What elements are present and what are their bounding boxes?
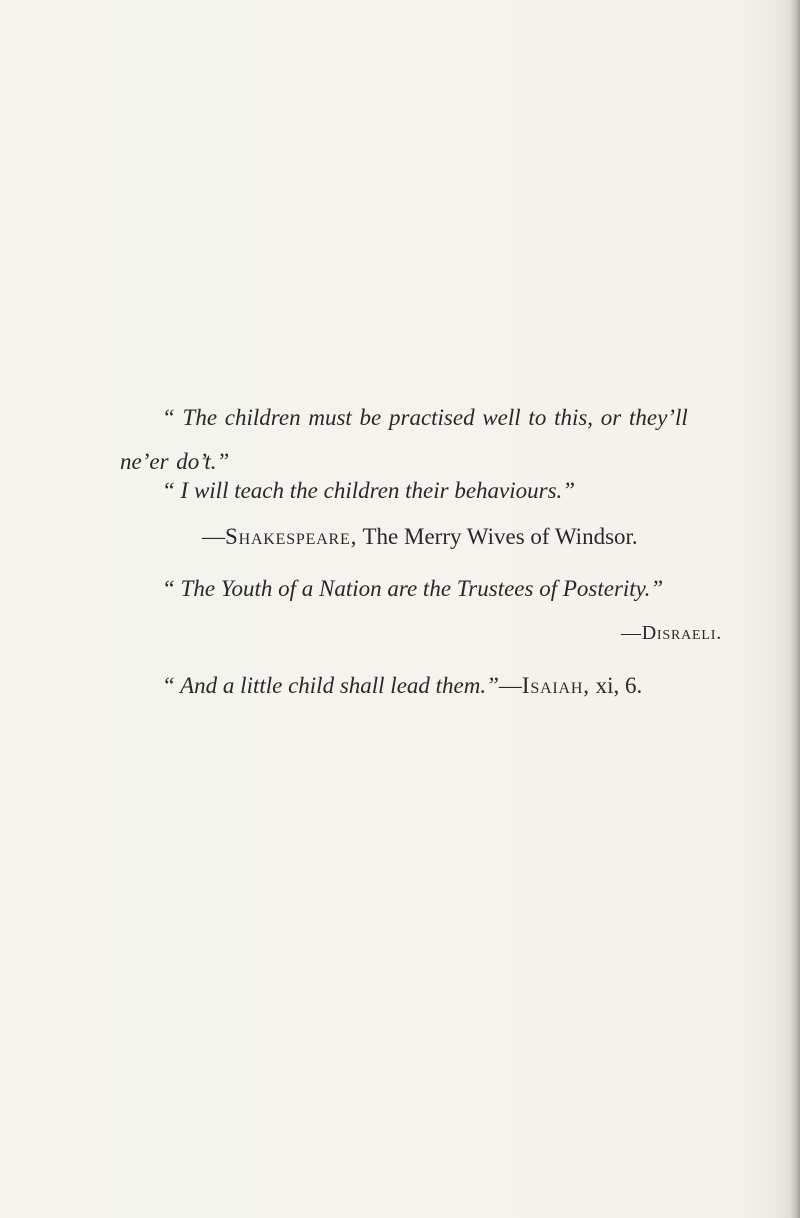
quote-4-text: “ And a little child shall lead them.” bbox=[162, 673, 499, 698]
attribution-reference: xi, 6. bbox=[589, 673, 643, 698]
quote-2-attribution bbox=[202, 522, 762, 552]
attribution-author: Shakespeare, bbox=[225, 524, 358, 549]
epigraph-quote-3: “ The Youth of a Nation are the Trustees of Posterity.” bbox=[162, 576, 664, 601]
epigraph-quote-2: “ I will teach the children their behaviours.” bbox=[162, 478, 576, 503]
epigraph-quote-4 bbox=[162, 671, 762, 701]
quote-3-attribution: —Disraeli. bbox=[620, 622, 722, 644]
attribution-dash: — bbox=[202, 524, 225, 549]
attribution-work: The Merry Wives of Windsor. bbox=[357, 524, 638, 549]
quote-1-line-2: ne’er do’t.” bbox=[120, 449, 230, 474]
attribution-author: Isaiah, bbox=[521, 673, 590, 698]
quote-1-line-1: “ The children must be practised well to this, or they’ll bbox=[162, 405, 688, 430]
epigraph-quote-1 bbox=[120, 396, 780, 484]
page-edge-shadow bbox=[790, 0, 800, 1218]
attribution-dash: — bbox=[498, 673, 522, 698]
